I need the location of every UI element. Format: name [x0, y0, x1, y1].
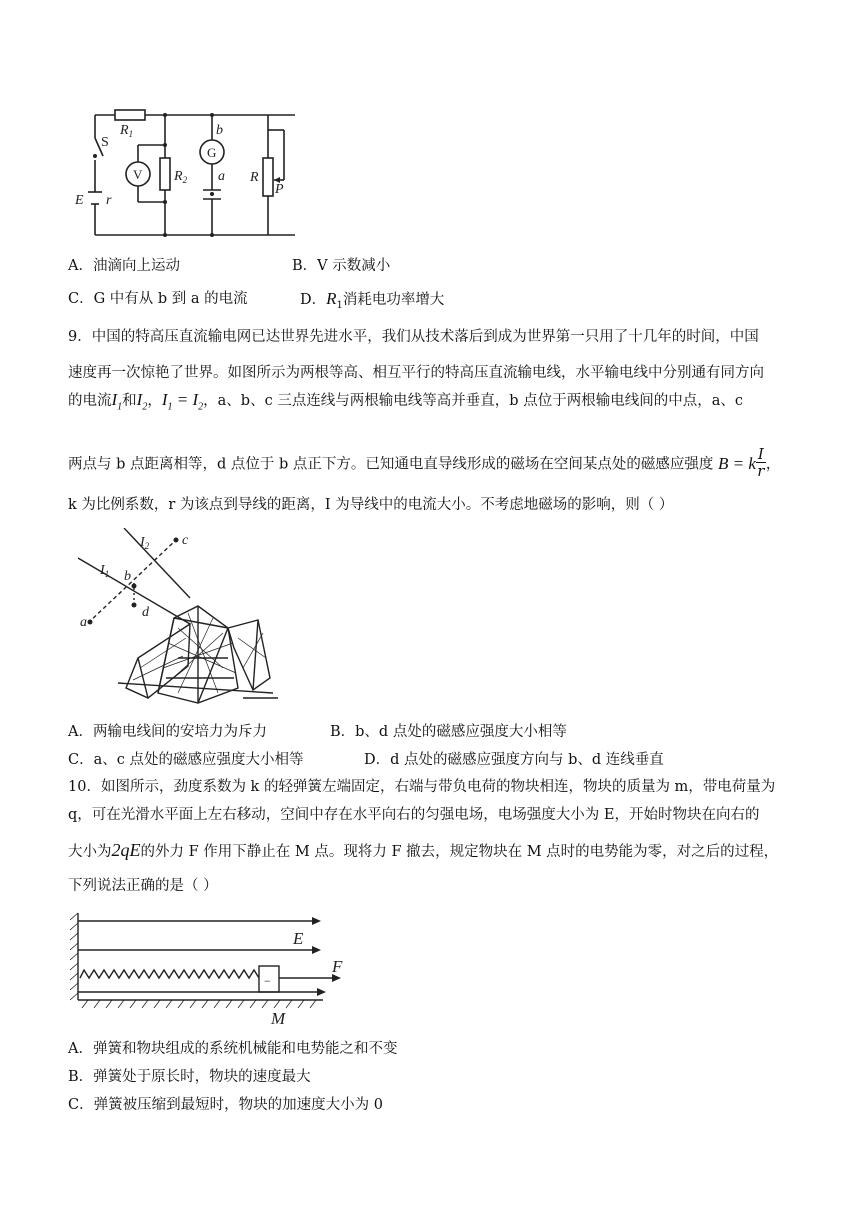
label-a-point: a	[80, 615, 87, 630]
q9-text-line5: k 为比例系数，r 为该点到导线的距离，I 为导线中的电流大小。不考虑地磁场的影响，则（ ）	[68, 497, 674, 513]
label-small-r: r	[106, 193, 112, 208]
q10-text-line4: 下列说法正确的是（ ）	[68, 878, 218, 894]
power-line-figure	[78, 528, 278, 710]
label-b-point: b	[124, 569, 131, 584]
circuit-diagram	[70, 100, 310, 240]
block-charge-sign: −	[264, 974, 271, 988]
label-c: c	[182, 533, 189, 548]
q9-option-c: C．a、c 点处的磁感应强度大小相等	[68, 752, 304, 768]
label-i1: $I_1$	[100, 563, 110, 579]
q8-option-a: A．油滴向上运动	[68, 258, 180, 274]
label-point-m: M	[271, 1009, 286, 1028]
label-r1: $R_1$	[120, 123, 134, 139]
label-force-f: F	[332, 957, 343, 976]
label-d: d	[142, 605, 149, 620]
q9-text-line4: 两点与 b 点距离相等，d 点位于 b 点正下方。已知通电直导线形成的磁场在空间某点处的磁感应强度 B = k $\frac{I}{r}$ ，	[68, 445, 781, 480]
label-i2: $I_2$	[140, 535, 150, 551]
label-field-e: E	[293, 929, 304, 948]
q10-option-b: B．弹簧处于原长时，物块的速度最大	[68, 1069, 311, 1085]
q9-options-row1	[68, 722, 567, 742]
q10-text-line2: q，可在光滑水平面上左右移动，空间中存在水平向右的匀强电场，电场强度大小为 E，开始时物块在向右的	[68, 807, 760, 823]
q8-option-b: B．V 示数减小	[292, 258, 391, 274]
label-r2: $R_2$	[174, 169, 188, 185]
q8-option-c: C．G 中有从 b 到 a 的电流	[68, 291, 248, 307]
q10-option-c: C．弹簧被压缩到最短时，物块的加速度大小为 0	[68, 1097, 383, 1113]
label-voltmeter: V	[133, 167, 143, 182]
q10-text-line1: 10．如图所示，劲度系数为 k 的轻弹簧左端固定，右端与带负电荷的物块相连，物块的质量为 m，带电荷量为	[68, 779, 776, 795]
q9-options-row2	[68, 750, 664, 770]
q9-text-line2: 速度再一次惊艳了世界。如图所示为两根等高、相互平行的特高压直流输电线，水平输电线中分别通有同方向	[68, 365, 764, 381]
q9-text-line1: 9．中国的特高压直流输电网已达世界先进水平，我们从技术落后到成为世界第一只用了十几年的时间，中国	[68, 329, 759, 345]
label-a: a	[218, 169, 225, 184]
label-b: b	[216, 123, 223, 138]
spring-block-figure	[68, 908, 368, 1028]
label-switch: S	[101, 135, 109, 150]
q8-option-d: D．$R_1$消耗电功率增大	[300, 289, 445, 311]
label-p: P	[275, 182, 284, 197]
q8-options-row2	[68, 289, 445, 311]
q10-option-a: A．弹簧和物块组成的系统机械能和电势能之和不变	[68, 1041, 398, 1057]
label-e: E	[75, 193, 84, 208]
q9-text-line3: 的电流$I_1$和$I_2$，$I_1 = I_2$，a、b、c 三点连线与两根输电线等高并垂直，b 点位于两根输电线间的中点，a、c	[68, 390, 743, 413]
q9-option-b: B．b、d 点处的磁感应强度大小相等	[330, 724, 567, 740]
label-galvanometer: G	[207, 145, 217, 160]
q9-option-a: A．两输电线间的安培力为斥力	[68, 724, 267, 740]
q9-option-d: D．d 点处的磁感应强度方向与 b、d 连线垂直	[364, 752, 664, 768]
q10-text-line3: 大小为2qE的外力 F 作用下静止在 M 点。现将力 F 撤去，规定物块在 M 点时的电势能为零，对之后的过程，	[68, 840, 779, 860]
label-r: R	[250, 170, 259, 185]
q8-options-row1	[68, 256, 391, 276]
